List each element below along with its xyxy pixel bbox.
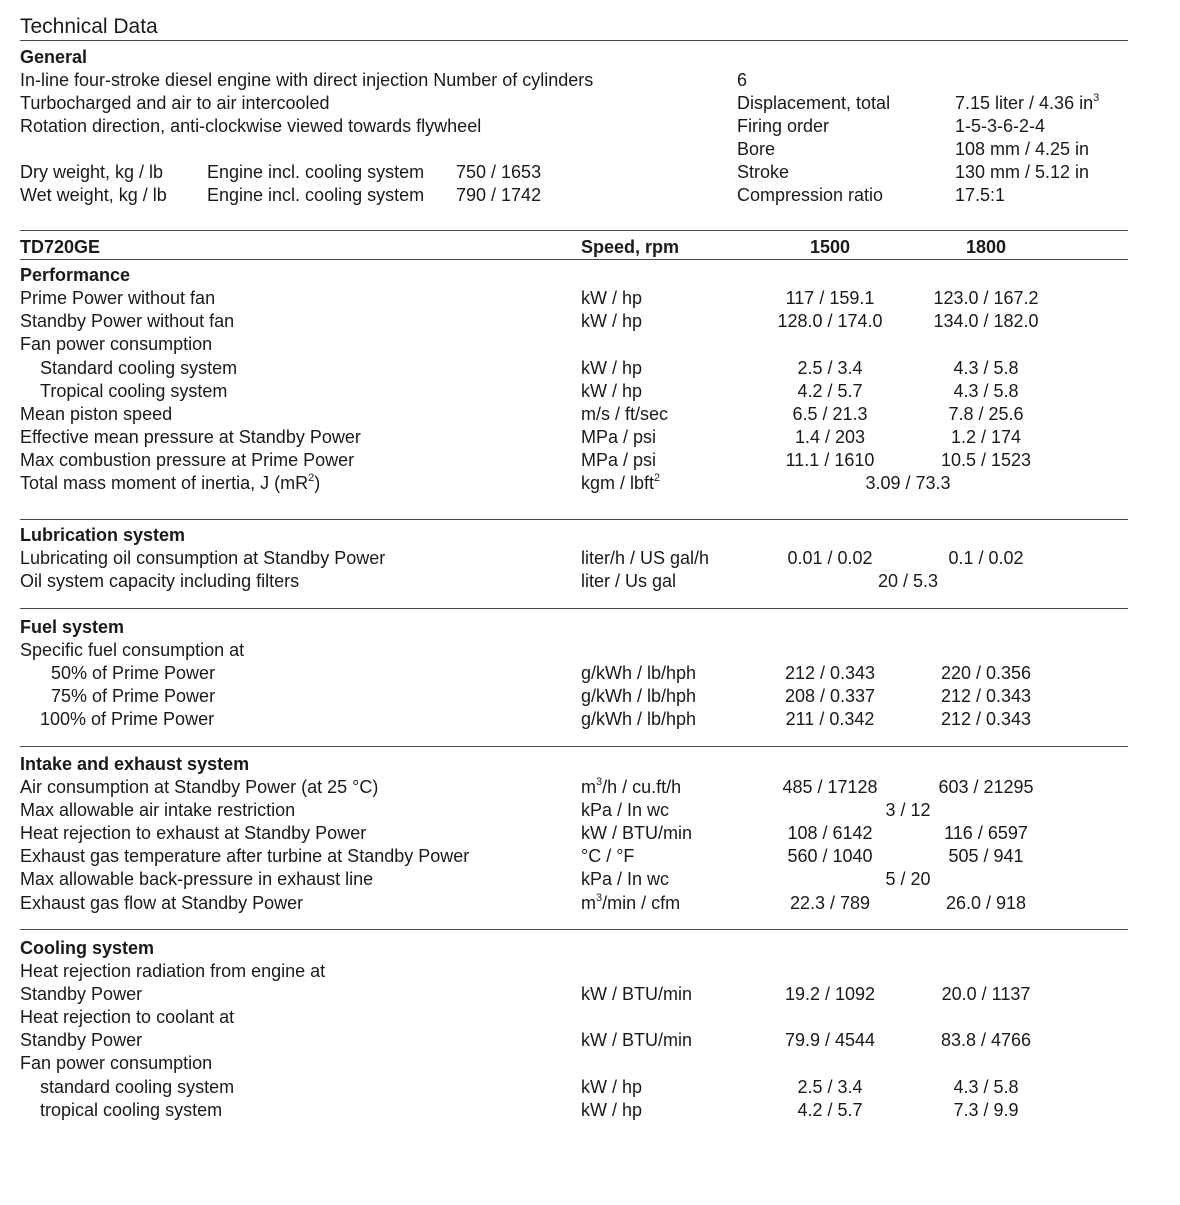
row-label: Max allowable back-pressure in exhaust line: [20, 869, 374, 889]
bore-label: Bore: [737, 139, 776, 159]
dry-weight-desc: Engine incl. cooling system: [207, 162, 425, 182]
row-label: Fan power consumption: [20, 1053, 213, 1073]
row-value-1500: 208 / 0.337: [784, 686, 876, 706]
inertia-unit-sup: 2: [654, 472, 661, 484]
row-unit: kW / hp: [581, 358, 643, 378]
cooling-heading: Cooling system: [20, 938, 155, 958]
row-unit: m/s / ft/sec: [581, 404, 669, 424]
row-unit: MPa / psi: [581, 427, 657, 447]
displacement-label: Displacement, total: [737, 93, 891, 113]
flow-unit-sup: 3: [596, 892, 603, 904]
row-label: Prime Power without fan: [20, 288, 216, 308]
row-unit: kPa / In wc: [581, 869, 670, 889]
row-label: Lubricating oil consumption at Standby Power: [20, 548, 386, 568]
row-label: Standard cooling system: [40, 358, 238, 378]
row-label: Exhaust gas flow at Standby Power: [20, 893, 304, 913]
row-unit: °C / °F: [581, 846, 635, 866]
row-unit: kW / hp: [581, 1100, 643, 1120]
row-value-1800: 0.1 / 0.02: [948, 548, 1024, 568]
row-label: tropical cooling system: [40, 1100, 223, 1120]
general-desc-2: Turbocharged and air to air intercooled: [20, 93, 330, 113]
air-unit-b: /h / cu.ft/h: [602, 777, 682, 797]
cooling-rule: [20, 929, 1128, 930]
general-desc-3: Rotation direction, anti-clockwise viewed towards flywheel: [20, 116, 482, 136]
row-unit: g/kWh / lb/hph: [581, 663, 697, 683]
row-value-1800: 220 / 0.356: [940, 663, 1032, 683]
row-value-shared: 3 / 12: [885, 800, 931, 820]
row-label: Standby Power without fan: [20, 311, 235, 331]
row-value-1500: 1.4 / 203: [794, 427, 866, 447]
lubrication-heading: Lubrication system: [20, 525, 186, 545]
row-value-1500: 79.9 / 4544: [784, 1030, 876, 1050]
wet-weight-desc: Engine incl. cooling system: [207, 185, 425, 205]
row-value-1500: 4.2 / 5.7: [797, 1100, 863, 1120]
air-unit-a: m: [581, 777, 596, 797]
page-title: Technical Data: [20, 15, 158, 38]
dry-weight-value: 750 / 1653: [456, 162, 542, 182]
row-value-1800: 212 / 0.343: [940, 709, 1032, 729]
row-value-1500: 19.2 / 1092: [784, 984, 876, 1004]
row-value-1800: 134.0 / 182.0: [933, 311, 1039, 331]
row-value-1500: 4.2 / 5.7: [797, 381, 863, 401]
row-value-1500: 22.3 / 789: [789, 893, 871, 913]
row-label: Air consumption at Standby Power (at 25 °C): [20, 777, 379, 797]
performance-heading: Performance: [20, 265, 131, 285]
model-name: TD720GE: [20, 237, 101, 257]
row-value-1800: 83.8 / 4766: [940, 1030, 1032, 1050]
row-value-1500: 485 / 17128: [782, 777, 878, 797]
row-value-1500: 108 / 6142: [787, 823, 873, 843]
row-value-shared: 5 / 20: [885, 869, 931, 889]
row-unit: kW / BTU/min: [581, 1030, 692, 1050]
row-value-1800: 212 / 0.343: [940, 686, 1032, 706]
speed-1500-header: 1500: [809, 237, 851, 257]
bore-value: 108 mm / 4.25 in: [955, 139, 1090, 159]
row-value-1800: 7.3 / 9.9: [953, 1100, 1019, 1120]
row-value-1500: 0.01 / 0.02: [787, 548, 873, 568]
row-label: Standby Power: [20, 1030, 143, 1050]
stroke-label: Stroke: [737, 162, 790, 182]
row-value-1500: 11.1 / 1610: [785, 450, 875, 470]
row-value-1800: 603 / 21295: [938, 777, 1034, 797]
row-unit: g/kWh / lb/hph: [581, 709, 697, 729]
flow-unit-a: m: [581, 893, 596, 913]
speed-header: Speed, rpm: [581, 237, 680, 257]
row-unit: MPa / psi: [581, 450, 657, 470]
intake-rule: [20, 746, 1128, 747]
row-value-1800: 116 / 6597: [944, 823, 1028, 843]
fuel-rule: [20, 608, 1128, 609]
row-unit: [581, 892, 680, 914]
row-unit: liter / Us gal: [581, 571, 677, 591]
row-value-1800: 4.3 / 5.8: [953, 358, 1019, 378]
row-value-1800: 26.0 / 918: [945, 893, 1027, 913]
row-label: Exhaust gas temperature after turbine at Standby Power: [20, 846, 470, 866]
speed-1800-header: 1800: [965, 237, 1007, 257]
inertia-unit-text: kgm / lbft: [581, 473, 655, 493]
row-unit: liter/h / US gal/h: [581, 548, 710, 568]
general-heading: General: [20, 47, 88, 67]
row-label: Heat rejection to exhaust at Standby Power: [20, 823, 367, 843]
row-value-1800: 1.2 / 174: [950, 427, 1022, 447]
inertia-label-text: Total mass moment of inertia, J (mR: [20, 473, 309, 493]
row-unit: kW / hp: [581, 288, 643, 308]
row-unit: kW / BTU/min: [581, 984, 692, 1004]
row-label: Effective mean pressure at Standby Power: [20, 427, 361, 447]
displacement-sup: 3: [1093, 92, 1100, 104]
row-value-1500: 212 / 0.343: [784, 663, 876, 683]
row-label: 100% of Prime Power: [40, 709, 215, 729]
row-value-1500: 560 / 1040: [787, 846, 873, 866]
compression-value: 17.5:1: [955, 185, 1006, 205]
row-label: standard cooling system: [40, 1077, 235, 1097]
title-rule: [20, 40, 1128, 41]
firing-value: 1-5-3-6-2-4: [955, 116, 1046, 136]
flow-unit-b: /min / cfm: [602, 893, 681, 913]
row-label: Specific fuel consumption at: [20, 640, 245, 660]
row-value-shared: 3.09 / 73.3: [865, 473, 951, 493]
wet-weight-label: Wet weight, kg / lb: [20, 185, 167, 205]
row-label: Standby Power: [20, 984, 143, 1004]
row-value-1800: 505 / 941: [948, 846, 1024, 866]
lubrication-rule: [20, 519, 1128, 520]
air-unit-sup: 3: [596, 776, 603, 788]
row-unit: [581, 776, 681, 798]
row-label: [20, 472, 320, 494]
dry-weight-label: Dry weight, kg / lb: [20, 162, 164, 182]
displacement-value-text: 7.15 liter / 4.36 in: [955, 93, 1094, 113]
row-value-1800: 4.3 / 5.8: [953, 381, 1019, 401]
inertia-label-sup: 2: [308, 472, 315, 484]
row-value-1500: 2.5 / 3.4: [797, 358, 863, 378]
row-value-1800: 20.0 / 1137: [941, 984, 1031, 1004]
row-value-1800: 123.0 / 167.2: [933, 288, 1039, 308]
firing-label: Firing order: [737, 116, 830, 136]
row-value-1500: 117 / 159.1: [785, 288, 875, 308]
row-unit: [581, 472, 660, 494]
cylinders-value: 6: [737, 70, 748, 90]
general-desc-1: In-line four-stroke diesel engine with direct injection Number of cylinders: [20, 70, 594, 90]
row-value-1500: 211 / 0.342: [785, 709, 875, 729]
row-value-1800: 4.3 / 5.8: [953, 1077, 1019, 1097]
row-label: Max combustion pressure at Prime Power: [20, 450, 355, 470]
row-label: Heat rejection radiation from engine at: [20, 961, 326, 981]
row-label: 75% of Prime Power: [51, 686, 216, 706]
row-value-1500: 128.0 / 174.0: [777, 311, 883, 331]
compression-label: Compression ratio: [737, 185, 884, 205]
row-label: Mean piston speed: [20, 404, 173, 424]
row-unit: kPa / In wc: [581, 800, 670, 820]
header-bottom-rule: [20, 259, 1128, 260]
header-top-rule: [20, 230, 1128, 231]
row-unit: g/kWh / lb/hph: [581, 686, 697, 706]
row-unit: kW / hp: [581, 1077, 643, 1097]
inertia-label-close: ): [314, 473, 321, 493]
row-value-1800: 7.8 / 25.6: [948, 404, 1024, 424]
row-label: Tropical cooling system: [40, 381, 228, 401]
row-unit: kW / hp: [581, 311, 643, 331]
row-value-shared: 20 / 5.3: [877, 571, 939, 591]
row-label: Max allowable air intake restriction: [20, 800, 296, 820]
stroke-value: 130 mm / 5.12 in: [955, 162, 1090, 182]
row-label: Oil system capacity including filters: [20, 571, 300, 591]
row-unit: kW / hp: [581, 381, 643, 401]
displacement-value: [955, 92, 1099, 114]
row-value-1800: 10.5 / 1523: [940, 450, 1032, 470]
row-value-1500: 2.5 / 3.4: [797, 1077, 863, 1097]
wet-weight-value: 790 / 1742: [456, 185, 542, 205]
row-label: Fan power consumption: [20, 334, 213, 354]
row-unit: kW / BTU/min: [581, 823, 692, 843]
fuel-heading: Fuel system: [20, 617, 125, 637]
row-label: Heat rejection to coolant at: [20, 1007, 235, 1027]
intake-heading: Intake and exhaust system: [20, 754, 250, 774]
row-label: 50% of Prime Power: [51, 663, 216, 683]
row-value-1500: 6.5 / 21.3: [792, 404, 868, 424]
